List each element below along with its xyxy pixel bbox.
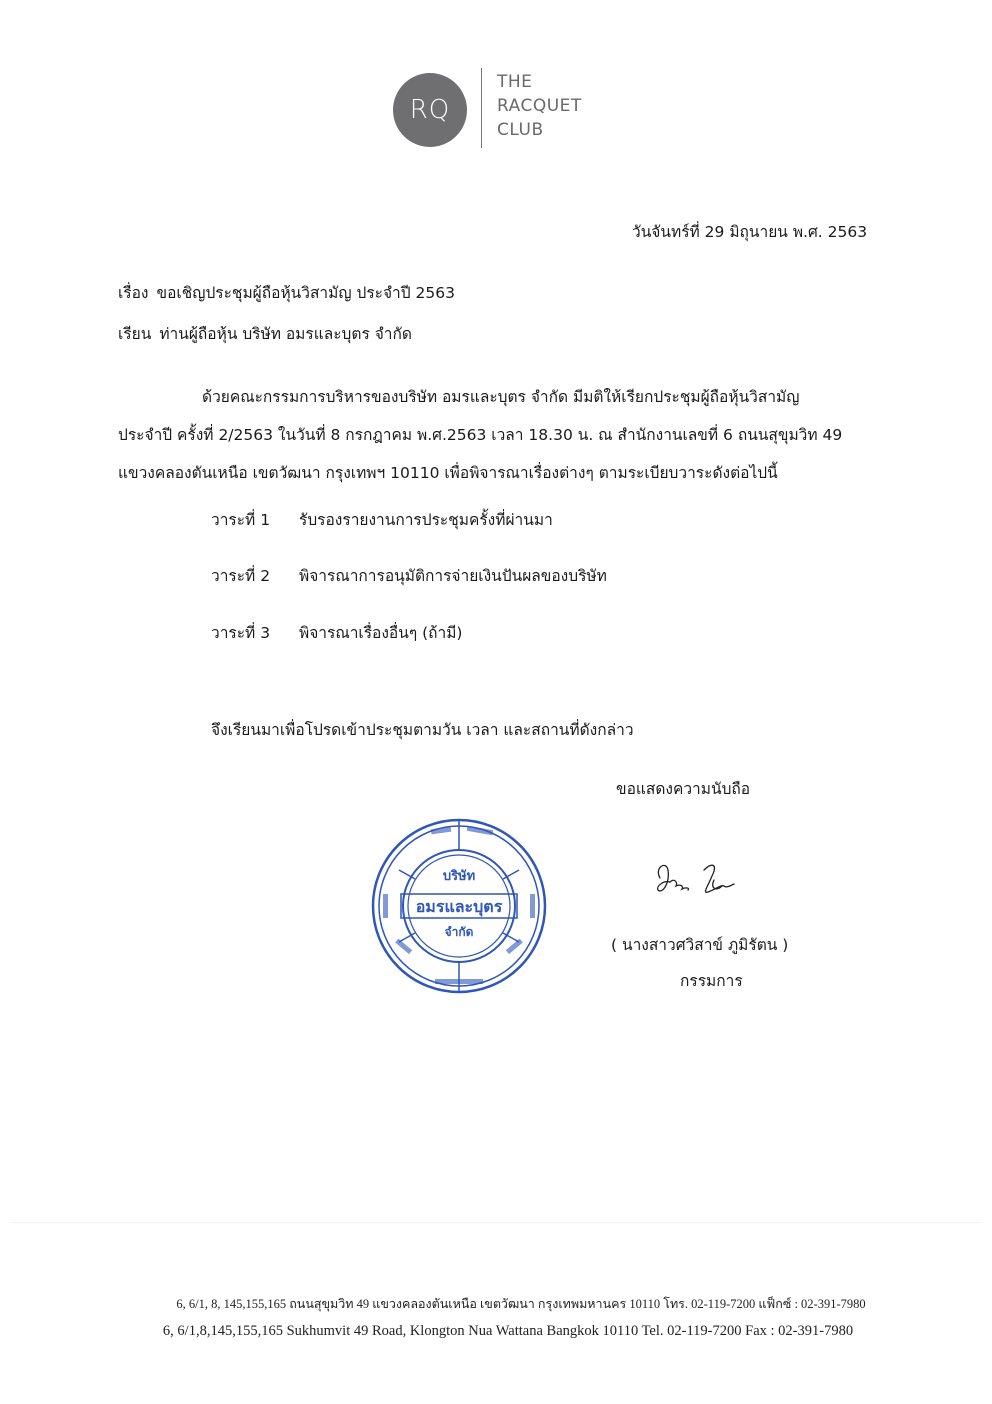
stamp-line: อมรและบุตร xyxy=(415,897,503,916)
agenda-item xyxy=(211,507,553,532)
logo-divider xyxy=(481,68,482,148)
logo-wordmark xyxy=(497,70,582,142)
agenda-text: พิจารณาการอนุมัติการจ่ายเงินปันผลของบริษัท xyxy=(299,567,607,585)
body-line: แขวงคลองตันเหนือ เขตวัฒนา กรุงเทพฯ 10110 เพื่อพิจารณาเรื่องต่างๆ ตามระเบียบวาระดังต่อไปนี้ xyxy=(118,464,778,482)
subject-text: ขอเชิญประชุมผู้ถือหุ้นวิสามัญ ประจำปี 2563 xyxy=(156,284,455,302)
recipient-line xyxy=(118,321,412,346)
agenda-item xyxy=(211,563,607,588)
body-paragraph xyxy=(118,378,913,492)
agenda-number: วาระที่ 1 xyxy=(211,511,271,529)
agenda-item xyxy=(211,620,462,645)
logo-line: THE xyxy=(497,72,533,92)
recipient-text: ท่านผู้ถือหุ้น บริษัท อมรและบุตร จำกัด xyxy=(159,325,412,343)
agenda-number: วาระที่ 3 xyxy=(211,624,271,642)
signatory-title: กรรมการ xyxy=(680,972,743,990)
company-stamp xyxy=(369,816,549,996)
footer-divider xyxy=(10,1222,982,1223)
agenda-number: วาระที่ 2 xyxy=(211,567,271,585)
subject-line xyxy=(118,280,455,305)
stamp-line: จำกัด xyxy=(444,925,474,939)
signatory-name: ( นางสาวศวิสาข์ ภูมิรัตน ) xyxy=(611,936,789,954)
agenda-text: พิจารณาเรื่องอื่นๆ (ถ้ามี) xyxy=(299,624,463,642)
logo-line: CLUB xyxy=(497,120,544,140)
footer-address-thai: 6, 6/1, 8, 145,155,165 ถนนสุขุมวิท 49 แขวงคลองตันเหนือ เขตวัฒนา กรุงเทพมหานคร 10110 โทร. 02-119-7200 แฟ็กซ์ : 02-391-7980 xyxy=(176,1297,866,1311)
body-line: ประจำปี ครั้งที่ 2/2563 ในวันที่ 8 กรกฎาคม พ.ศ.2563 เวลา 18.30 น. ณ สำนักงานเลขที่ 6 ถนนสุขุมวิท 49 xyxy=(118,426,843,444)
recipient-label: เรียน xyxy=(118,325,152,343)
body-line: ด้วยคณะกรรมการบริหารของบริษัท อมรและบุตร จำกัด มีมติให้เรียกประชุมผู้ถือหุ้นวิสามัญ xyxy=(202,388,800,406)
subject-label: เรื่อง xyxy=(118,284,149,302)
regards-line: ขอแสดงความนับถือ xyxy=(616,780,751,798)
closing-sentence: จึงเรียนมาเพื่อโปรดเข้าประชุมตามวัน เวลา และสถานที่ดังกล่าว xyxy=(211,721,634,739)
handwritten-signature xyxy=(652,856,748,906)
logo-line: RACQUET xyxy=(497,96,582,116)
letter-date: วันจันทร์ที่ 29 มิถุนายน พ.ศ. 2563 xyxy=(632,223,868,241)
logo-mark: RQ xyxy=(393,73,467,147)
stamp-line: บริษัท xyxy=(442,869,476,884)
agenda-text: รับรองรายงานการประชุมครั้งที่ผ่านมา xyxy=(299,511,553,529)
footer-address-english: 6, 6/1,8,145,155,165 Sukhumvit 49 Road, Klongton Nua Wattana Bangkok 10110 Tel. 02-119-7200 Fax : 02-391-7980 xyxy=(162,1323,854,1339)
